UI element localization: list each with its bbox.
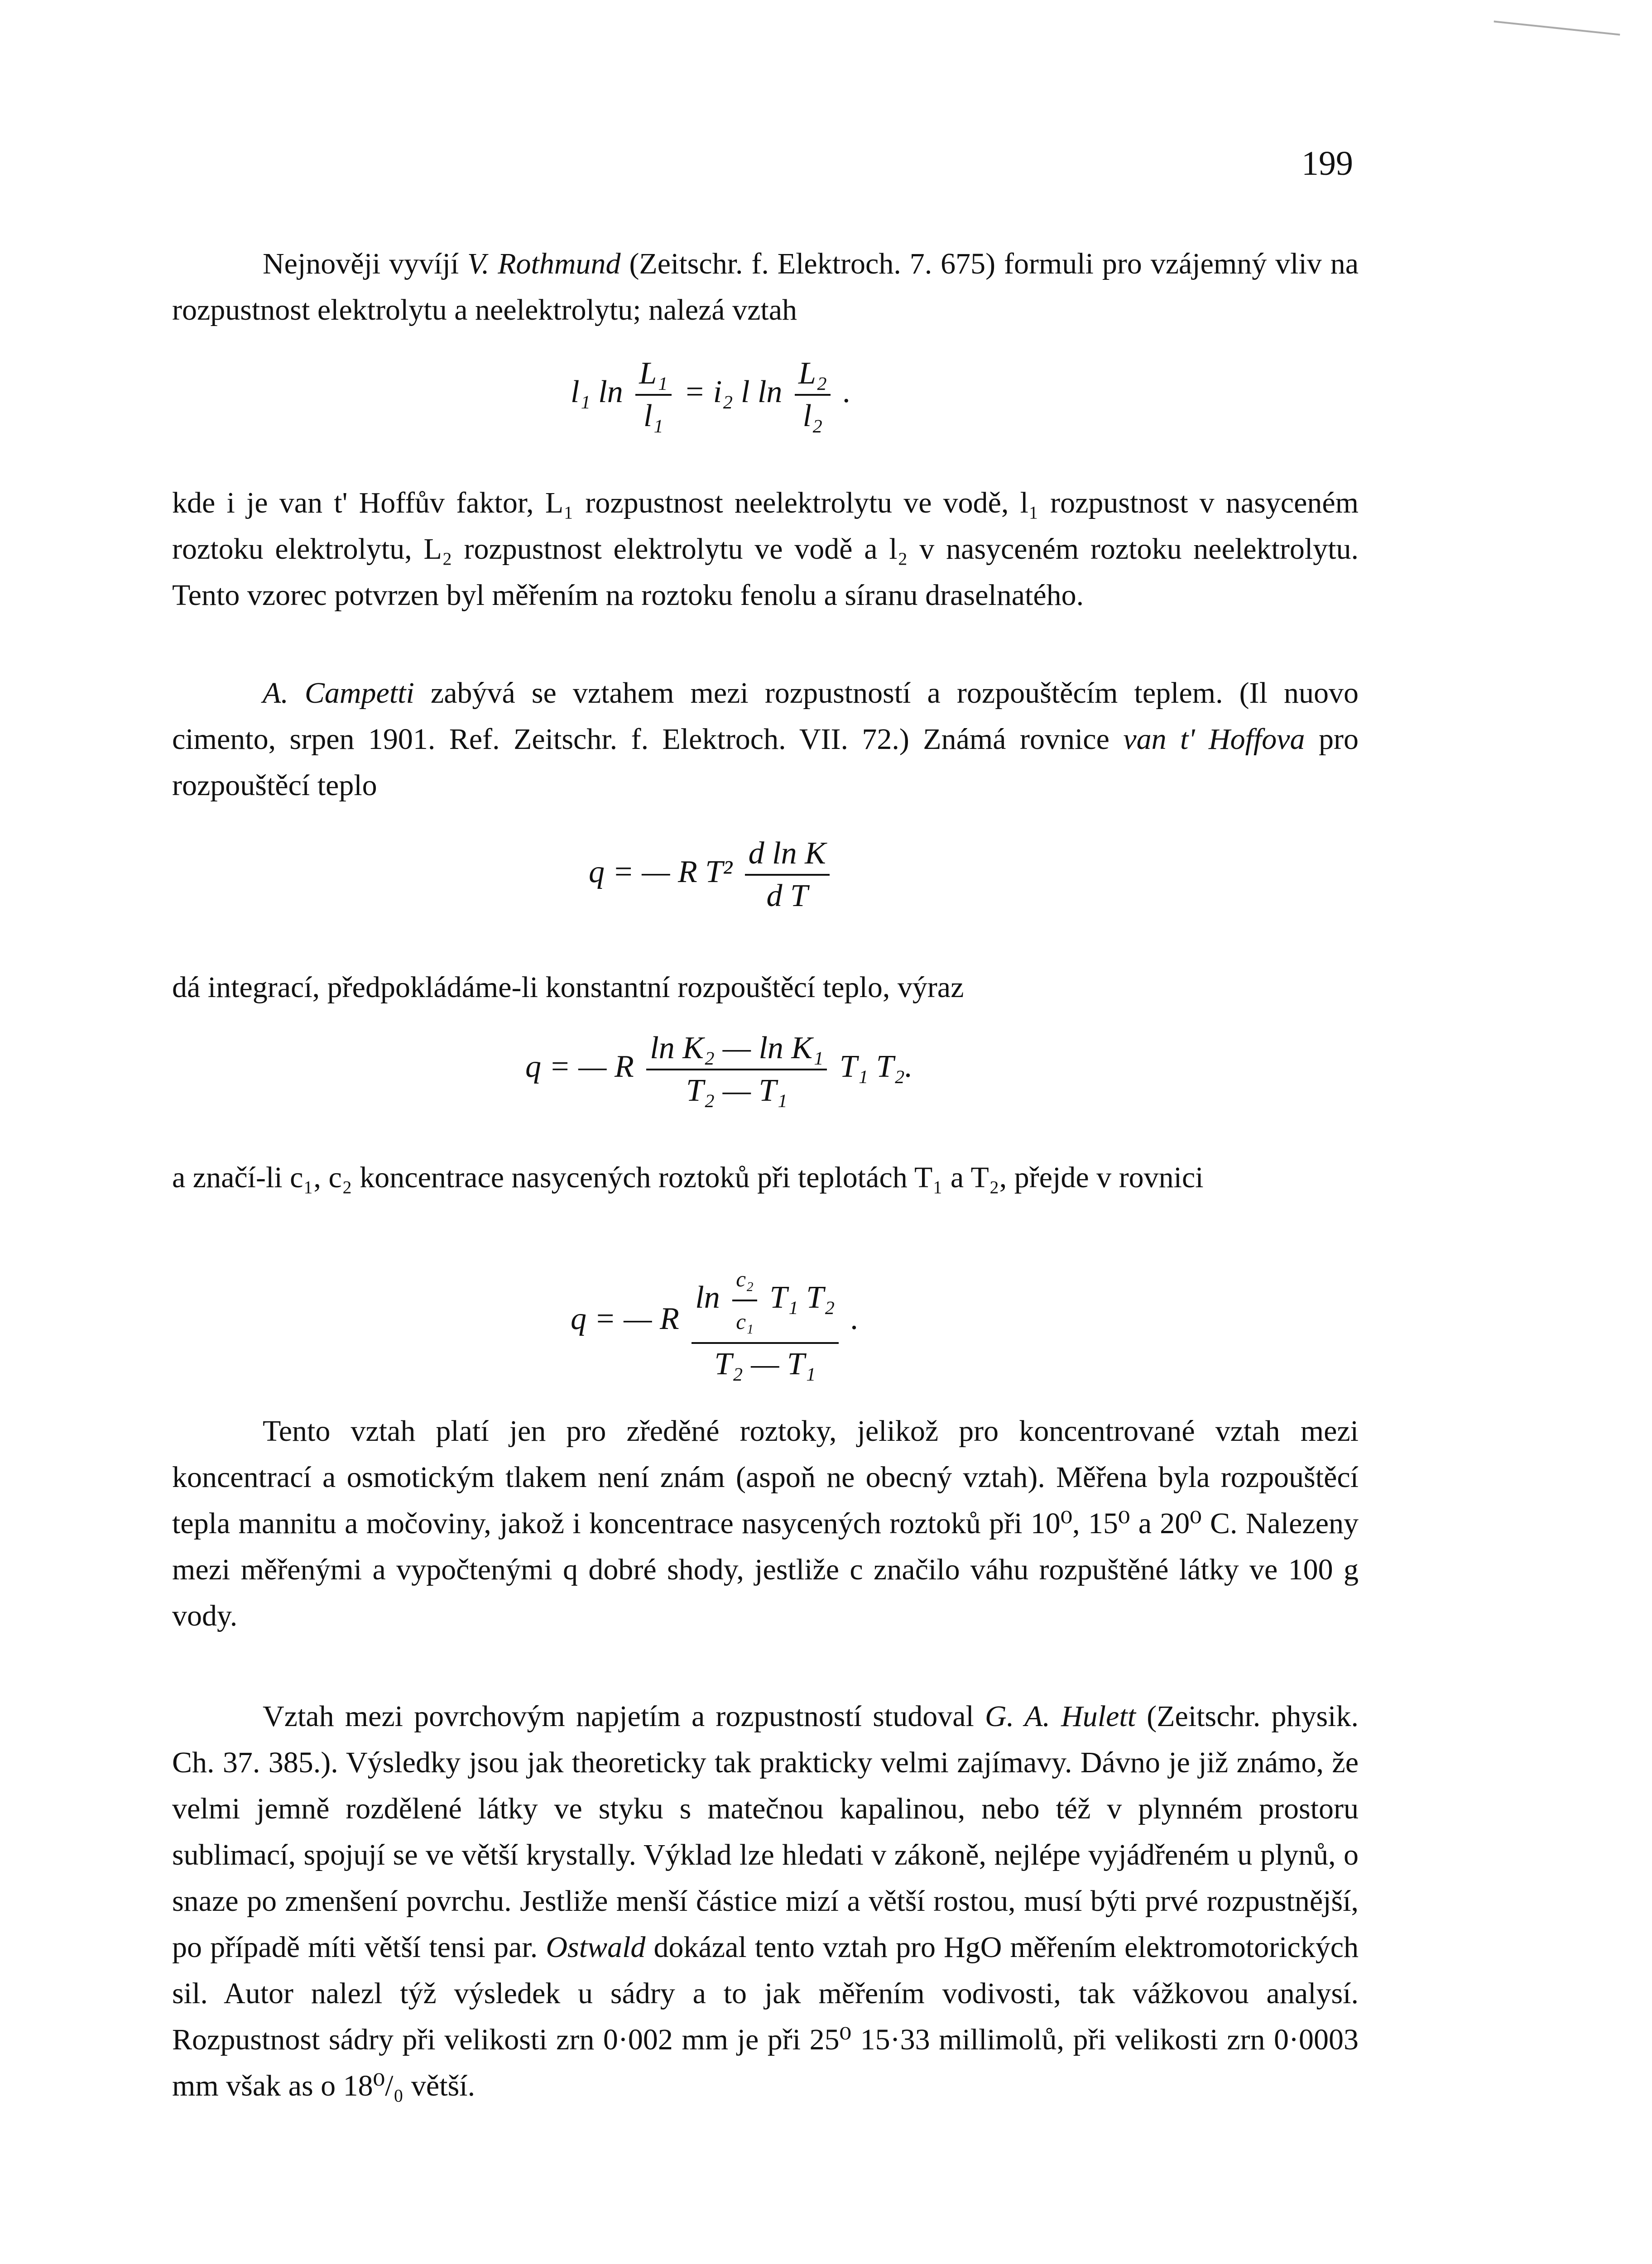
author-name: V. Rothmund bbox=[467, 247, 621, 280]
paragraph-hoff-factor: kde i je van t' Hoffův faktor, L₁ rozpustnost neelektrolytu ve vodě, l₁ rozpustnost v nasyceném roztoku elektrolytu, L₂ rozpustnost elektrolytu ve vodě a l₂ v nasyceném roztoku neelektrolytu. Tento vzorec potvrzen byl měřením na roztoku fenolu a síranu draselnatého. bbox=[172, 486, 1359, 612]
eq-term: . bbox=[851, 1301, 859, 1337]
eq-term: q = — R bbox=[571, 1301, 679, 1337]
numerator: L₂ bbox=[798, 356, 827, 391]
paragraph-hulett bbox=[172, 1693, 1359, 2109]
eq-term: T₁ T₂. bbox=[839, 1049, 913, 1084]
numerator: d ln K bbox=[748, 836, 826, 871]
page-number: 199 bbox=[1301, 144, 1353, 182]
paragraph-rothmund bbox=[172, 241, 1359, 333]
text: (Zeitschr. physik. Ch. 37. 385.). Výsledky jsou jak theoreticky tak prakticky velmi zajímavy. Dávno je již známo, že velmi jemně rozdělené látky ve styku s matečnou kapalinou, nebo též v plynném prostoru sublimací, spojují se ve větší krystally. Výklad lze hledati v zákoně, nejlépe vyjádřeném u plynů, o snaze po zmenšení povrchu. Jestliže menší částice mizí a větší rostou, musí býti prvé rozpustnější, po případě míti větší tensi par. bbox=[172, 1700, 1359, 1964]
fraction bbox=[646, 1028, 827, 1111]
equation-2 bbox=[589, 833, 834, 916]
equation-1 bbox=[571, 353, 851, 436]
text: zabývá se vztahem mezi rozpustností a rozpouštěcím teplem. (Il nuovo cimento, srpen 1901. Ref. Zeitschr. f. Elektroch. VII. 72.) Známá rovnice bbox=[172, 676, 1359, 756]
paragraph-concentration: a značí-li c₁, c₂ koncentrace nasycených roztoků při teplotách T₁ a T₂, přejde v rovnici bbox=[172, 1161, 1204, 1194]
paragraph-campetti bbox=[172, 670, 1359, 809]
author-name: van t' Hoffova bbox=[1123, 723, 1305, 756]
numerator: c₂ bbox=[736, 1266, 754, 1291]
eq-term: ln bbox=[695, 1280, 720, 1315]
denominator: l₁ bbox=[643, 398, 663, 433]
numerator: L₁ bbox=[639, 356, 668, 391]
eq-term: = i₂ l ln bbox=[684, 374, 783, 410]
author-name: G. A. Hulett bbox=[985, 1700, 1136, 1733]
eq-term: q = — R bbox=[525, 1049, 634, 1084]
equation-4 bbox=[571, 1259, 859, 1385]
fraction bbox=[692, 1259, 838, 1385]
text: Nejnověji vyvíjí bbox=[263, 247, 468, 280]
denominator: T₂ — T₁ bbox=[686, 1073, 788, 1108]
corner-mark bbox=[1494, 20, 1620, 35]
fraction bbox=[745, 833, 830, 916]
denominator: c₁ bbox=[736, 1309, 754, 1334]
denominator: l₂ bbox=[802, 398, 823, 433]
fraction bbox=[795, 353, 831, 436]
equation-3 bbox=[525, 1028, 913, 1111]
text: dokázal tento vztah pro HgO měřením elektromotorických sil. Autor nalezl týž výsledek u sádry a to jak měřením vodivosti, tak vážkovou analysí. Rozpustnost sádry při velikosti zrn 0·002 mm je při 25⁰ 15·33 millimolů, při velikosti zrn 0·0003 mm však as o 18⁰/₀ větší. bbox=[172, 1931, 1359, 2102]
eq-term: q = — R T² bbox=[589, 854, 733, 890]
denominator: T₂ — T₁ bbox=[714, 1347, 816, 1381]
paragraph-integration: dá integrací, předpokládáme-li konstantní rozpouštěcí teplo, výraz bbox=[172, 971, 964, 1004]
fraction bbox=[635, 353, 671, 436]
numerator bbox=[692, 1259, 838, 1342]
text: pro rozpouštěcí teplo bbox=[172, 723, 1359, 802]
eq-term: T₁ T₂ bbox=[769, 1280, 835, 1315]
eq-term: . bbox=[843, 374, 851, 410]
text: Vztah mezi povrchovým napjetím a rozpustností studoval bbox=[263, 1700, 985, 1733]
author-name: A. Campetti bbox=[263, 676, 414, 710]
eq-term: l₁ ln bbox=[571, 374, 623, 410]
text: (Zeitschr. f. Elektroch. 7. 675) formuli pro vzájemný vliv na rozpustnost elektrolytu a neelektrolytu; nalezá vztah bbox=[172, 247, 1359, 326]
denominator: d T bbox=[766, 878, 808, 913]
author-name: Ostwald bbox=[546, 1931, 646, 1964]
paragraph-dilute: Tento vztah platí jen pro zředěné roztoky, jelikož pro koncentrované vztah mezi koncentrací a osmotickým tlakem není znám (aspoň ne obecný vztah). Měřena byla rozpouštěcí tepla mannitu a močoviny, jakož i koncentrace nasycených roztoků při 10⁰, 15⁰ a 20⁰ C. Nalezeny mezi měřenými a vypočtenými q dobré shody, jestliže c značilo váhu rozpuštěné látky ve 100 g vody. bbox=[172, 1415, 1359, 1632]
numerator: ln K₂ — ln K₁ bbox=[650, 1031, 824, 1065]
inner-fraction bbox=[732, 1259, 757, 1342]
